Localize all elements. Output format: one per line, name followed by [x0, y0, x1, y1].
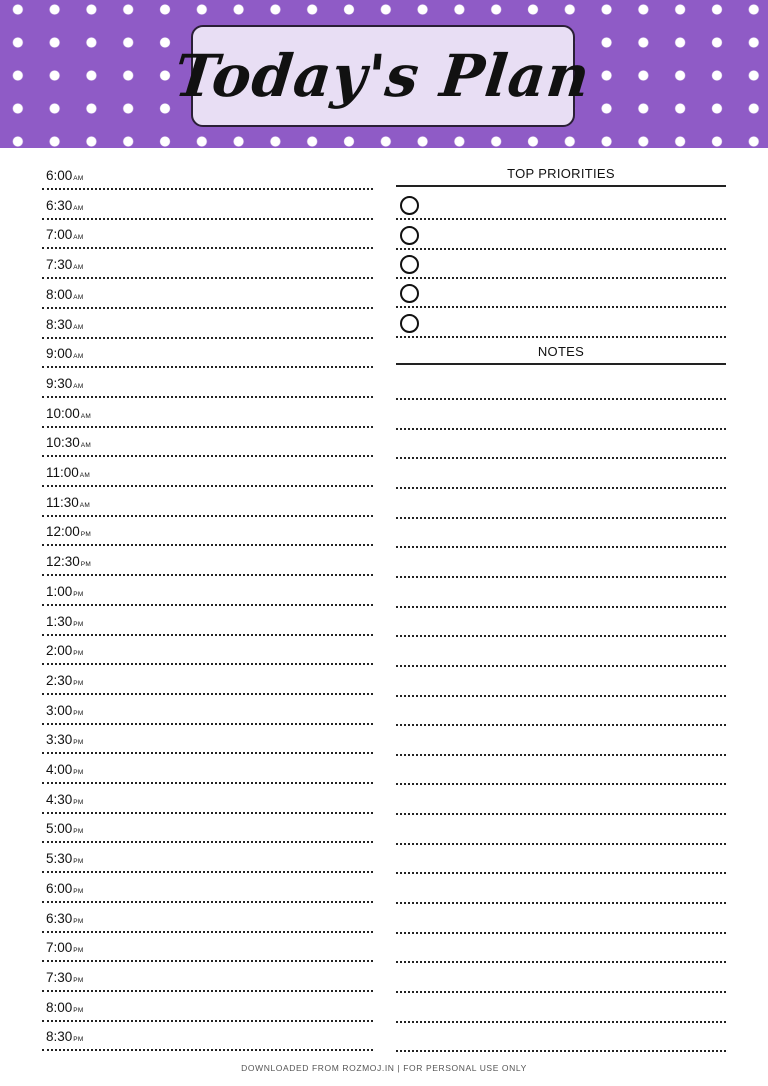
time-slot-label [46, 732, 84, 747]
ampm-label: AM [73, 204, 84, 212]
time-slot-label [46, 614, 84, 629]
ampm-label: PM [80, 561, 92, 569]
ampm-label: PM [73, 858, 84, 866]
time-slot-label [46, 703, 84, 718]
notes-heading: NOTES [396, 341, 726, 365]
ampm-label: AM [73, 234, 84, 242]
time-slot-label [46, 435, 91, 450]
time-slot-row[interactable] [42, 576, 373, 606]
note-line[interactable] [396, 844, 726, 874]
priority-row[interactable] [396, 308, 726, 338]
time-slot-row[interactable] [42, 695, 373, 725]
time-slot-row[interactable] [42, 457, 373, 487]
time-slot-label [46, 762, 84, 777]
time-slot-label [46, 554, 91, 569]
time-value: 7:30 [46, 257, 73, 273]
time-slot-label [46, 792, 84, 807]
time-slot-row[interactable] [42, 754, 373, 784]
time-value: 1:30 [46, 613, 73, 629]
ampm-label: PM [73, 679, 84, 687]
time-value: 3:30 [46, 732, 73, 748]
circle-checkbox-icon[interactable] [400, 284, 419, 303]
ampm-label: AM [73, 323, 84, 331]
time-value: 12:30 [46, 554, 80, 570]
time-slot-label [46, 911, 84, 926]
note-line[interactable] [396, 518, 726, 548]
time-slot-label [46, 346, 84, 361]
time-slot-label [46, 821, 84, 836]
ampm-label: PM [80, 531, 92, 539]
time-slot-label [46, 465, 90, 480]
time-value: 4:30 [46, 791, 73, 807]
note-line[interactable] [396, 874, 726, 904]
time-value: 8:30 [46, 316, 73, 332]
title-box [171, 25, 595, 127]
time-slot-label [46, 168, 84, 183]
ampm-label: PM [73, 887, 84, 895]
note-line[interactable] [396, 963, 726, 993]
time-slot-row[interactable] [42, 873, 373, 903]
time-slot-label [46, 376, 84, 391]
priorities-heading: TOP PRIORITIES [396, 163, 726, 187]
time-value: 3:00 [46, 702, 73, 718]
time-value: 6:00 [46, 168, 73, 183]
priority-row[interactable] [396, 190, 726, 220]
note-line[interactable] [396, 1022, 726, 1052]
ampm-label: PM [73, 1006, 84, 1014]
note-line[interactable] [396, 993, 726, 1023]
time-slot-row[interactable] [42, 398, 373, 428]
note-line[interactable] [396, 489, 726, 519]
time-value: 7:00 [46, 940, 73, 956]
time-slot-label [46, 851, 84, 866]
time-slot-row[interactable] [42, 962, 373, 992]
note-line[interactable] [396, 578, 726, 608]
ampm-label: AM [79, 472, 91, 479]
time-value: 2:30 [46, 672, 73, 688]
time-value: 8:30 [46, 1029, 73, 1045]
time-slot-row[interactable] [42, 813, 373, 843]
time-slot-label [46, 198, 84, 213]
ampm-label: PM [73, 976, 84, 984]
page-title: Today's Plan [171, 42, 595, 110]
ampm-label: PM [73, 739, 84, 747]
circle-checkbox-icon[interactable] [400, 226, 419, 245]
time-slot-row[interactable] [42, 279, 373, 309]
time-value: 10:00 [46, 405, 80, 421]
time-value: 2:00 [46, 643, 73, 659]
time-slot-label [46, 1029, 84, 1044]
note-line[interactable] [396, 696, 726, 726]
ampm-label: PM [73, 620, 84, 628]
time-slot-label [46, 287, 84, 302]
time-slot-row[interactable] [42, 338, 373, 368]
note-line[interactable] [396, 429, 726, 459]
time-slot-row[interactable] [42, 932, 373, 962]
ampm-label: PM [73, 828, 84, 836]
time-value: 11:30 [46, 494, 79, 510]
note-line[interactable] [396, 815, 726, 845]
time-slot-row[interactable] [42, 516, 373, 546]
time-slot-row[interactable] [42, 427, 373, 457]
circle-checkbox-icon[interactable] [400, 196, 419, 215]
note-line[interactable] [396, 637, 726, 667]
time-value: 9:00 [46, 346, 73, 362]
time-slot-row[interactable] [42, 843, 373, 873]
priority-row[interactable] [396, 249, 726, 279]
time-slot-label [46, 673, 84, 688]
time-value: 7:00 [46, 227, 73, 243]
time-slot-label [46, 406, 91, 421]
time-value: 1:00 [46, 583, 73, 599]
note-line[interactable] [396, 400, 726, 430]
time-slot-row[interactable] [42, 635, 373, 665]
time-value: 4:00 [46, 762, 73, 777]
time-value: 8:00 [46, 999, 73, 1015]
time-slot-label [46, 881, 84, 896]
ampm-label: PM [73, 650, 84, 658]
time-slot-row[interactable] [42, 606, 373, 636]
time-slot-row[interactable] [42, 309, 373, 339]
note-line[interactable] [396, 933, 726, 963]
time-value: 11:00 [46, 465, 79, 480]
time-slot-label [46, 970, 84, 985]
ampm-label: AM [73, 264, 84, 272]
ampm-label: PM [73, 709, 84, 717]
time-slot-row[interactable] [42, 724, 373, 754]
time-value: 10:30 [46, 435, 80, 451]
time-slot-label [46, 1000, 84, 1015]
ampm-label: AM [73, 353, 84, 361]
time-slot-row[interactable] [42, 665, 373, 695]
time-slot-row[interactable] [42, 368, 373, 398]
time-slot-row[interactable] [42, 992, 373, 1022]
ampm-label: PM [73, 798, 84, 806]
time-slot-label [46, 317, 84, 332]
ampm-label: PM [73, 917, 84, 925]
time-slot-row[interactable] [42, 546, 373, 576]
note-line[interactable] [396, 667, 726, 697]
note-line[interactable] [396, 607, 726, 637]
ampm-label: AM [80, 442, 92, 450]
ampm-label: PM [73, 1036, 84, 1044]
ampm-label: PM [73, 590, 84, 598]
priority-row[interactable] [396, 278, 726, 308]
time-slot-row[interactable] [42, 190, 373, 220]
time-slot-label [46, 584, 84, 599]
ampm-label: PM [73, 947, 84, 955]
time-slot-label [46, 524, 91, 539]
time-value: 5:00 [46, 821, 73, 837]
time-value: 6:00 [46, 880, 73, 896]
footer-note: DOWNLOADED FROM ROZMOJ.IN | FOR PERSONAL USE ONLY [241, 1063, 527, 1073]
time-value: 6:30 [46, 910, 73, 926]
priority-row[interactable] [396, 220, 726, 250]
time-slot-label [46, 643, 84, 658]
ampm-label: AM [80, 412, 92, 420]
time-slot-row[interactable] [42, 160, 373, 190]
header-banner [0, 0, 768, 148]
time-slot-row[interactable] [42, 249, 373, 279]
time-slot-label [46, 495, 90, 510]
ampm-label: PM [73, 769, 84, 776]
time-slot-label [46, 257, 84, 272]
note-line[interactable] [396, 370, 726, 400]
ampm-label: AM [79, 501, 91, 509]
time-value: 12:00 [46, 524, 80, 540]
ampm-label: AM [73, 382, 84, 390]
circle-checkbox-icon[interactable] [400, 314, 419, 333]
note-line[interactable] [396, 904, 726, 934]
time-slot-row[interactable] [42, 903, 373, 933]
note-line[interactable] [396, 755, 726, 785]
time-slot-label [46, 940, 84, 955]
note-line[interactable] [396, 459, 726, 489]
time-slot-row[interactable] [42, 487, 373, 517]
time-slot-row[interactable] [42, 219, 373, 249]
time-slot-label [46, 227, 84, 242]
ampm-label: AM [73, 175, 84, 182]
note-line[interactable] [396, 785, 726, 815]
time-slot-row[interactable] [42, 784, 373, 814]
time-value: 8:00 [46, 286, 73, 302]
circle-checkbox-icon[interactable] [400, 255, 419, 274]
note-line[interactable] [396, 726, 726, 756]
time-value: 5:30 [46, 851, 73, 867]
time-value: 9:30 [46, 375, 73, 391]
time-value: 7:30 [46, 969, 73, 985]
note-line[interactable] [396, 548, 726, 578]
ampm-label: AM [73, 293, 84, 301]
time-slot-row[interactable] [42, 1021, 373, 1051]
time-value: 6:30 [46, 197, 73, 213]
